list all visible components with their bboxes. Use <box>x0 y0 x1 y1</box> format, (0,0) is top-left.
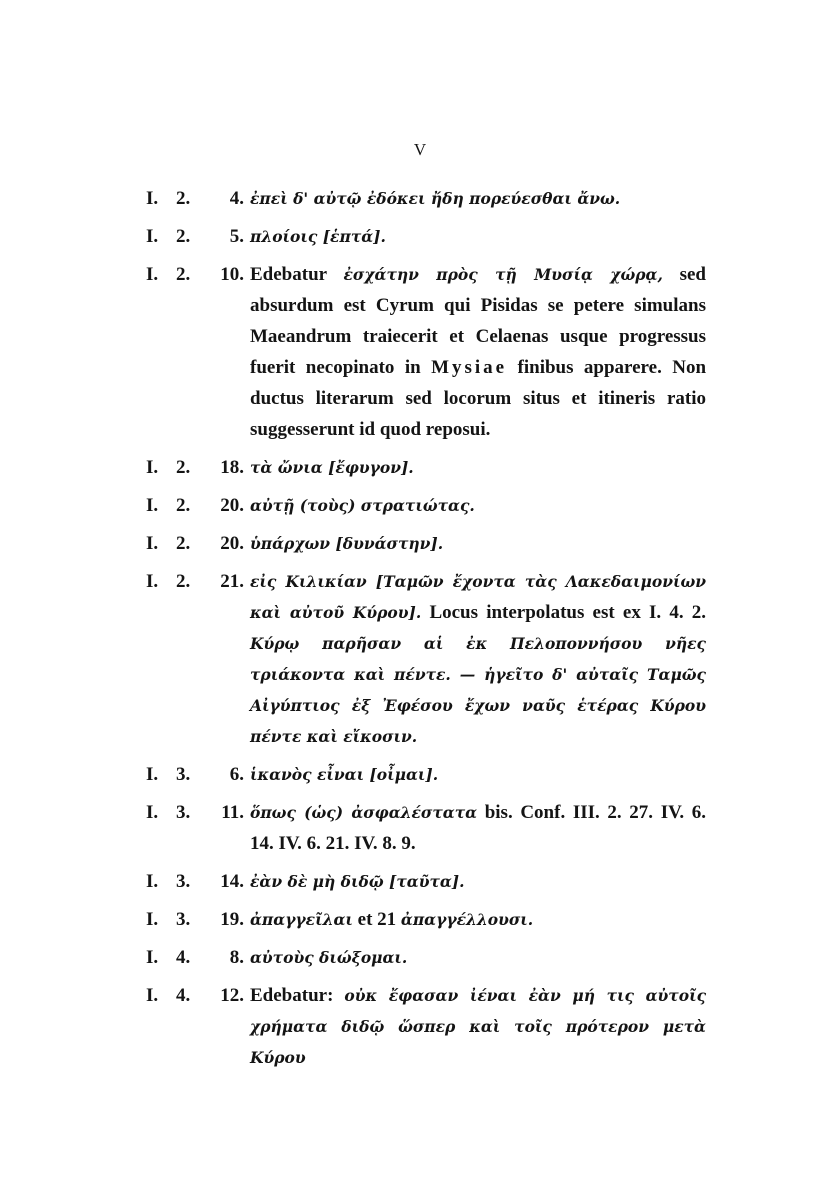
note-entry <box>146 452 706 483</box>
note-entry <box>146 528 706 559</box>
latin-text: finibus apparere. Non ductus literarum sed locorum situs et itineris ratio suggesserunt id quod reposui. <box>250 357 707 440</box>
note-entry <box>146 866 706 897</box>
note-reference <box>146 980 250 1011</box>
ref-chapter: 3. <box>176 764 191 785</box>
ref-book: I. <box>146 533 159 554</box>
ref-book: I. <box>146 909 159 930</box>
ref-book: I. <box>146 985 159 1006</box>
ref-section: 8. <box>229 947 244 968</box>
ref-section: 20. <box>220 495 244 516</box>
ref-chapter: 2. <box>176 457 191 478</box>
greek-text: ἐσχάτην πρὸς τῇ Μυσίᾳ χώρᾳ, <box>343 265 663 284</box>
ref-chapter: 2. <box>176 495 191 516</box>
note-text <box>250 452 706 483</box>
ref-book: I. <box>146 264 159 285</box>
latin-text: Edebatur: <box>250 985 334 1006</box>
note-text <box>250 980 706 1073</box>
ref-chapter: 3. <box>176 802 191 823</box>
note-entry <box>146 259 706 445</box>
note-entry <box>146 797 706 859</box>
greek-text: ἀπαγγέλλουσι. <box>400 910 534 929</box>
note-reference <box>146 759 250 790</box>
ref-chapter: 4. <box>176 947 191 968</box>
ref-book: I. <box>146 571 159 592</box>
ref-book: I. <box>146 947 159 968</box>
ref-book: I. <box>146 871 159 892</box>
note-entry <box>146 904 706 935</box>
page-number: V <box>413 140 427 159</box>
ref-section: 4. <box>229 188 244 209</box>
note-reference <box>146 942 250 973</box>
note-entry <box>146 566 706 752</box>
latin-text: Locus interpolatus est ex I. 4. 2. <box>429 602 706 623</box>
ref-book: I. <box>146 495 159 516</box>
greek-text: οὐκ ἔφασαν ἰέναι ἐὰν μή τις αὐτοῖς χρήματα διδῷ ὥσπερ καὶ τοῖς πρότερον μετὰ Κύρου <box>250 986 707 1067</box>
ref-chapter: 2. <box>176 226 191 247</box>
ref-book: I. <box>146 764 159 785</box>
note-text <box>250 759 706 790</box>
greek-text: τὰ ὤνια [ἔφυγον]. <box>250 458 414 477</box>
ref-chapter: 3. <box>176 909 191 930</box>
critical-notes <box>146 183 706 1080</box>
ref-section: 14. <box>220 871 244 892</box>
ref-book: I. <box>146 457 159 478</box>
note-reference <box>146 866 250 897</box>
note-text <box>250 866 706 897</box>
latin-text: sed absurdum est Cyrum qui Pisidas se petere simulans Maeandrum traiecerit et Celaenas usque progressus fuerit necopinato in <box>250 264 707 378</box>
greek-text: ἐὰν δὲ μὴ διδῷ [ταῦτα]. <box>250 872 465 891</box>
note-reference <box>146 528 250 559</box>
latin-text: Edebatur <box>250 264 327 285</box>
ref-section: 6. <box>229 764 244 785</box>
note-reference <box>146 490 250 521</box>
greek-text: ἱκανὸς εἶναι [οἶμαι]. <box>250 765 439 784</box>
greek-text: ὑπάρχων [δυνάστην]. <box>250 534 444 553</box>
note-entry <box>146 980 706 1073</box>
latin-text: bis. Conf. III. 2. 27. IV. 6. 14. IV. 6. 21. IV. 8. 9. <box>250 802 706 854</box>
ref-chapter: 2. <box>176 533 191 554</box>
note-text <box>250 259 706 445</box>
greek-text: πλοίοις [ἑπτά]. <box>250 227 386 246</box>
note-text <box>250 566 706 752</box>
ref-chapter: 2. <box>176 264 191 285</box>
ref-section: 12. <box>220 985 244 1006</box>
note-reference <box>146 904 250 935</box>
note-reference <box>146 259 250 290</box>
note-reference <box>146 797 250 828</box>
note-text <box>250 942 706 973</box>
ref-book: I. <box>146 188 159 209</box>
note-text <box>250 797 706 859</box>
greek-text: ἐπεὶ δ' αὐτῷ ἐδόκει ἤδη πορεύεσθαι ἄνω. <box>250 189 621 208</box>
ref-chapter: 2. <box>176 188 191 209</box>
note-text <box>250 528 706 559</box>
ref-section: 10. <box>220 264 244 285</box>
ref-chapter: 2. <box>176 571 191 592</box>
ref-section: 11. <box>221 802 244 823</box>
note-reference <box>146 566 250 597</box>
latin-text: et 21 <box>357 909 397 930</box>
note-entry <box>146 221 706 252</box>
note-text <box>250 490 706 521</box>
note-entry <box>146 942 706 973</box>
greek-text: ὅπως (ὡς) ἀσφαλέστατα <box>250 803 478 822</box>
spaced-latin-text: Mysiae <box>431 357 508 378</box>
note-text <box>250 904 706 935</box>
ref-section: 5. <box>229 226 244 247</box>
ref-chapter: 4. <box>176 985 191 1006</box>
note-text <box>250 221 706 252</box>
note-entry <box>146 759 706 790</box>
greek-text: αὐτοὺς διώξομαι. <box>250 948 408 967</box>
ref-section: 20. <box>220 533 244 554</box>
greek-text: ἀπαγγεῖλαι <box>250 910 353 929</box>
greek-text: εἰς Κιλικίαν [Ταμῶν ἔχοντα τὰς Λακεδαιμονίων καὶ αὐτοῦ Κύρου]. <box>250 572 706 622</box>
note-reference <box>146 183 250 214</box>
ref-chapter: 3. <box>176 871 191 892</box>
note-entry <box>146 183 706 214</box>
ref-section: 19. <box>220 909 244 930</box>
ref-book: I. <box>146 802 159 823</box>
ref-section: 21. <box>220 571 244 592</box>
note-entry <box>146 490 706 521</box>
note-text <box>250 183 706 214</box>
ref-section: 18. <box>220 457 244 478</box>
note-reference <box>146 452 250 483</box>
greek-quotation: Κύρῳ παρῆσαν αἱ ἐκ Πελοποννήσου νῆες τριάκοντα καὶ πέντε. — ἡγεῖτο δ' αὐταῖς Ταμῶς Αἰγύπτιος ἐξ Ἐφέσου ἔχων ναῦς ἑτέρας Κύρου πέντε καὶ εἴκοσιν. <box>250 634 706 746</box>
greek-text: αὐτῇ (τοὺς) στρατιώτας. <box>250 496 475 515</box>
note-reference <box>146 221 250 252</box>
ref-book: I. <box>146 226 159 247</box>
